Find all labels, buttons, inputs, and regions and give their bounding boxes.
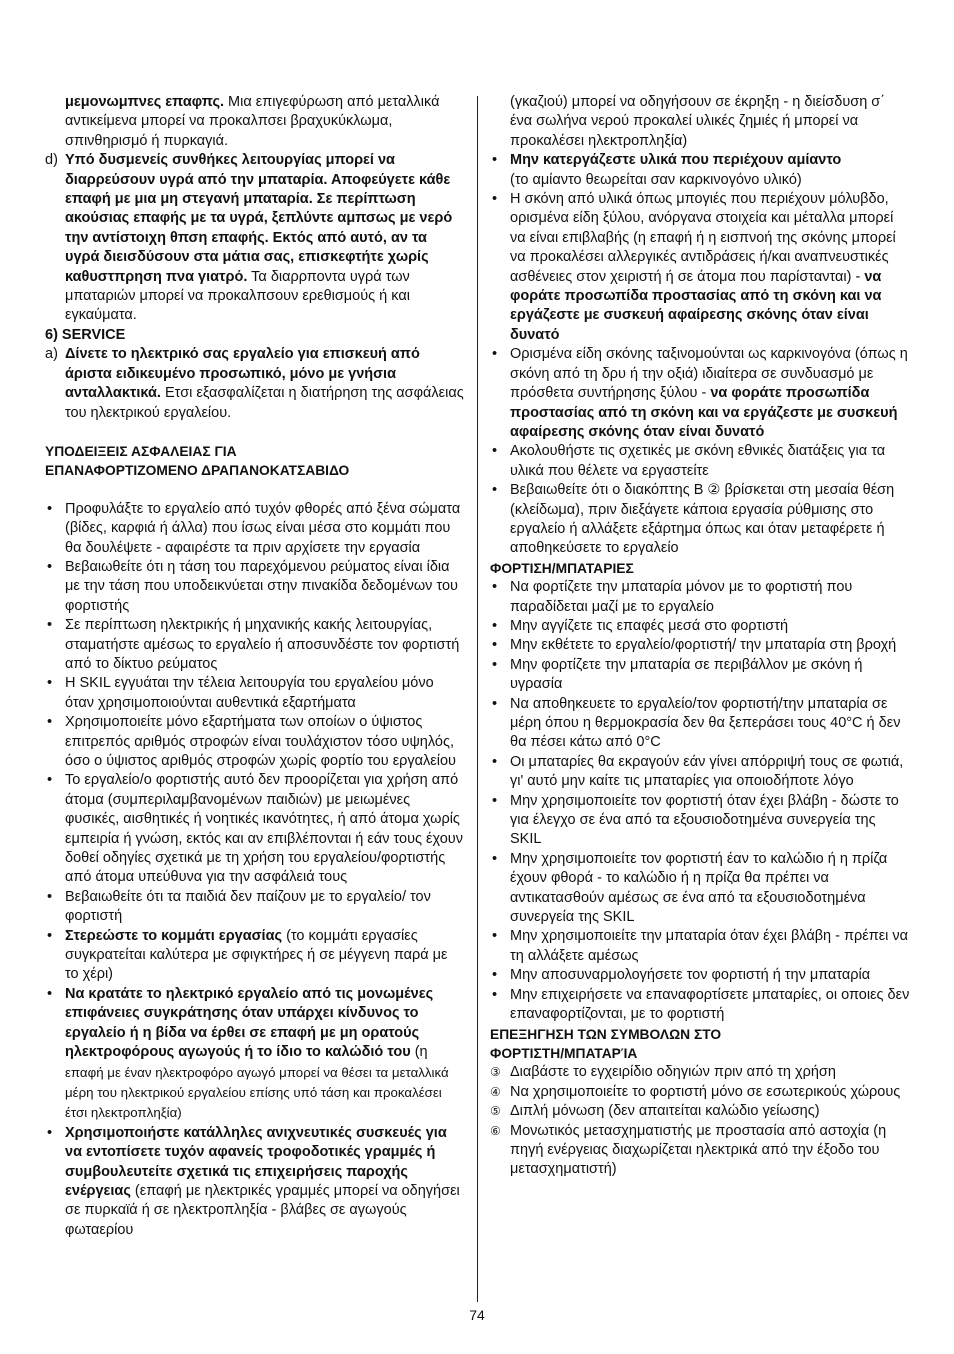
section-heading [45,442,465,481]
heading-line: ΕΠΑΝΑΦΟΡΤΙΖΟΜΕΝΟ ΔΡΑΠΑΝΟΚΑΤΣΑΒΙΔΟ [45,463,350,479]
bold-text: Υπό δυσμενείς συνθήκες λειτουργίας μπορεί να διαρρεύσουν υγρά από την μπαταρία. Αποφεύγετε κάθε επαφή με μια μη στεγανή μπαταρία. Σε περίπτωση ακούσιας επαφής με τα υγρά, ξεπλύντε αμπσως με νερό την αντίστοιχη θπση επαφής. Εκτός από αυτό, αν τα υγρά διεισδύσουν στα μάτια σας, επισκεφτήτε χωρίς καθυστπρηση πνα γιατρό. [65,152,453,285]
list-item [490,345,910,442]
body-text: Να χρησιμοποιείτε το φορτιστή μόνο σε εσωτερικούς χώρους [510,1083,901,1100]
symbol-item [490,1122,910,1180]
list-item: • Μην φορτίζετε την μπαταρία σε περιβάλλον με σκόνη ή υγρασία [490,656,910,695]
list-item: • Προφυλάξτε το εργαλείο από τυχόν φθορές από ξένα σώματα (βίδες, καρφιά ή άλλα) που ίσως είναι μέσα στο κομμάτι που θα δουλέψετε - αφαιρέστε τα πριν αρχίσετε την εργασία [45,500,465,558]
list-item: • Μην επιχειρήσετε να επαναφορτίσετε μπαταρίες, οι οποιες δεν επαναφορτίζονται, με το φορτιστή [490,986,910,1025]
circled-number-4-icon: ④ [490,1084,501,1099]
circled-number-2-icon: ② [707,482,721,499]
body-text: βρίσκεται στη μεσαία θέση (κλείδωμα), πριν διεξάγετε κάποια εργασία ρύθμισης στο εργαλείο ή αλλάξετε εξάρτημα όπως και όταν μεταφέρετε ή αποθηκεύσετε το εργαλείο [510,482,895,557]
item-label: d) [45,152,58,169]
bold-text: Να κρατάτε το ηλεκτρικό εργαλείο από τις μονωμένες επιφάνειες συγκράτησης όταν υπάρχει κίνδυνος το εργαλείο ή η βίδα να έρθει σε επαφή με μη ορατούς ηλεκτροφόρους αγωγούς ή το ίδιο το καλώδιό του [65,985,434,1061]
right-column [490,93,910,1180]
bold-text: Μην κατεργάζεστε υλικά που περιέχουν αμίαντο [510,152,842,169]
small-text: επαφή με έναν ηλεκτροφόρο αγωγό μπορεί να θέσει τα μεταλλικά μέρη του ηλεκτρικού εργαλείου επίσης υπό τάση και προκαλέσει έτσι ηλεκτροπληξία) [65,1064,449,1121]
list-item: • Μην χρησιμοποιείτε τον φορτιστή όταν έχει βλάβη - δώστε το για έλεγχο σε ένα από τα εξουσιοδοτημένα συνεργεία της SKIL [490,792,910,850]
body-text: (το κομμάτι εργασίες συγκρατείται καλύτερα με σφιγκτήρες ή σε μέγγενη παρά με το χέρι) [65,927,448,983]
list-item: • Σε περίπτωση ηλεκτρικής ή μηχανικής κακής λειτουργίας, σταματήστε αμέσως το εργαλείο ή αποσυνδέστε τον φορτιστή από το δίκτυο ρεύματος [45,616,465,674]
body-text: Η σκόνη από υλικά όπως μπογιές που περιέχουν μόλυβδο, ορισμένα είδη ξύλου, ανόργανα στοιχεία και μέταλλα μπορεί να είναι επιβλαβής (η επαφή ή η εισπνοή της σκόνης μπορεί να προκαλέσει αλλεργικές αντιδράσεις ή/και αναπνευστικές ασθένειες στον χειριστή ή σε άτομα που παρίστανται) - [510,191,896,285]
bold-text: Στερεώστε το κομμάτι εργασίας [65,927,283,944]
left-column [45,93,465,1240]
list-item [45,985,465,1124]
body-text: (η [410,1044,428,1061]
list-item: • Μην εκθέτετε το εργαλείο/φορτιστή/ την μπαταρία στη βροχή [490,636,910,655]
list-item: • Μην χρησιμοποιείτε τον φορτιστή έαν το καλώδιο ή η πρίζα έχουν φθορά - το καλώδιο ή η πρίζα θα πρέπει να αντικατασθούν αμέσως σε ένα από τα εξουσιοδοτημένα συνεργεία της SKIL [490,850,910,928]
circled-number-6-icon: ⑥ [490,1123,501,1138]
heading-line: ΕΠΕΞΗΓΗΣΗ ΤΩΝ ΣΥΜΒΟΛΩΝ ΣΤΟ [490,1026,722,1042]
item-label: a) [45,346,58,363]
body-text: Μια επιγεφύρωση από μεταλλικά αντικείμενα μπορεί να προκαλπσει βραχυκύκλωμα, σπινθηρισμό ή πυρκαγιά. [65,94,440,149]
circled-number-5-icon: ⑤ [490,1104,501,1119]
symbols-heading [490,1025,910,1064]
list-item: • Χρησιμοποιείτε μόνο εξαρτήματα των οποίων ο ύψιστος επιτρεπός αριθμός στροφών είναι τουλάχιστον τόσο υψηλός, όσο ο ύψιστος αριθμός στροφών χωρίς φορτίο του εργαλείου [45,713,465,771]
service-heading: 6) SERVICE [45,326,126,343]
paragraph-a [45,345,465,423]
body-text: Ετσι εξασφαλίζεται η διατήρηση της ασφάλειας του ηλεκτρικού εργαλείου. [65,385,464,421]
list-item: • Μην αποσυναρμολογήσετε τον φορτιστή ή την μπαταρία [490,966,910,985]
list-item: • Μην αγγίζετε τις επαφές μεσά στο φορτιστή [490,617,910,636]
column-divider [477,96,478,1302]
list-item: • Μην χρησιμοποιείτε την μπαταρία όταν έχει βλάβη - πρέπει να τη αλλάξετε αμέσως [490,927,910,966]
list-item [45,927,465,985]
body-text: Ορισμένα είδη σκόνης ταξινομούνται ως καρκινογόνα (όπως η σκόνη από τη δρυ ή την οξιά) ιδιαίτερα σε συνδυασμό με πρόσθετα συντήρησης ξύλου - [510,346,908,402]
list-item [490,190,910,345]
body-text: Τα διαρρποντα υγρά των μπαταριών μπορεί να προκαλπσουν ερεθισμούς ή και εγκαύματα. [65,268,410,324]
body-text: Διπλή μόνωση (δεν απαιτείται καλώδιο γείωσης) [510,1103,820,1120]
circled-number-3-icon: ③ [490,1065,501,1080]
list-item: • Οι μπαταρίες θα εκραγούν εάν γίνει απόρριψή τους σε φωτιά, γι' αυτό μην καίτε τις μπαταρίες για οποιοδήποτε λόγο [490,753,910,792]
bold-text: να φοράτε προσωπίδα προστασίας από τη σκόνη και να εργάζεστε με συσκευή αφαίρεσης σκόνης όταν είναι δυνατό [510,385,898,440]
list-item [490,481,910,559]
symbol-item [490,1063,910,1082]
heading-line: ΦΟΡΤΙΣΤΗ/ΜΠΑΤΑΡΊΑ [490,1045,638,1061]
bold-text: Δίνετε το ηλεκτρικό σας εργαλείο για επισκευή από άριστα ειδικευμένο προσωπικό, μόνο με γνήσια ανταλλακτικά. [65,346,420,402]
paragraph-continued: (γκαζιού) μπορεί να οδηγήσουν σε έκρηξη - η διείσδυση σ΄ ένα σωλήνα νερού προκαλεί υλικές ζημιές ή μπορεί να προκαλέσει ηλεκτροπληξία) [510,94,886,149]
paragraph-d [45,151,465,326]
body-text: (το αμίαντο θεωρείται σαν καρκινογόνο υλικό) [510,171,802,188]
list-item [45,1124,465,1240]
body-text: Διαβάστε το εγχειρίδιο οδηγιών πριν από τη χρήση [510,1064,836,1081]
page-number: 74 [469,1307,485,1323]
body-text: Μονωτικός μετασχηματιστής με προστασία από αστοχία (η πηγή ενέργειας διαχωρίζεται ηλεκτρικά από την έξοδο του μετασχηματιστή) [510,1122,887,1178]
bold-text: μεμονωμπνες επαφπς. [65,94,225,110]
list-item: • Να αποθηκευετε το εργαλείο/τον φορτιστή/την μπαταρία σε μέρη όπου η θερμοκρασία δεν θα ξεπεράσει τους 40°C ή δεν θα πέσει κάτω από 0°C [490,695,910,753]
list-item: • Βεβαιωθείτε ότι τα παιδιά δεν παίζουν με το εργαλείο/ τον φορτιστή [45,888,465,927]
charging-heading: ΦΟΡΤΙΣΗ/ΜΠΑΤΑΡΙΕΣ [490,560,634,576]
list-item: • Το εργαλείο/ο φορτιστής αυτό δεν προορίζεται για χρήση από άτομα (συμπεριλαμβανομένων παιδιών) με μειωμένες φυσικές, αισθητικές ή νοητικές ικανότητες, ή από άτομα χωρίς εμπειρία ή γνώση, εκτός και αν επιβλέπονται ή εάν τους έχουν δοθεί οδηγίες σχετικά με τη χρήση του εργαλείου/φορτιστής από άτομα υπεύθυνα για την ασφάλειά τους [45,771,465,887]
body-text: (επαφή με ηλεκτρικές γραμμές μπορεί να οδηγήσει σε πυρκαϊά ή σε ηλεκτροπληξία - βλάβες σε αγωγούς φωταερίου [65,1182,460,1238]
list-item: • Βεβαιωθείτε ότι η τάση του παρεχόμενου ρεύματος είναι ίδια με την τάση που υποδεικνύεται στην πινακίδα δεδομένων του φορτιστής [45,558,465,616]
list-item [490,151,910,190]
paragraph-c-continued [45,93,465,151]
bold-text: να φοράτε προσωπίδα προστασίας από τη σκόνη και να εργάζεστε με συσκευή αφαίρεσης σκόνης όταν είναι δυνατό [510,268,882,343]
symbol-item [490,1102,910,1121]
symbol-item [490,1083,910,1102]
list-item: • Η SKIL εγγυάται την τέλεια λειτουργία του εργαλείου μόνο όταν χρησιμοποιούνται αυθεντικά εξαρτήματα [45,674,465,713]
list-item: • Να φορτίζετε την μπαταρία μόνον με το φορτιστή που παραδίδεται μαζί με το εργαλείο [490,578,910,617]
body-text: Βεβαιωθείτε ότι ο διακόπτης B [510,482,708,499]
list-item: • Ακολουθήστε τις σχετικές με σκόνη εθνικές διατάξεις για τα υλικά που θέλετε να εργαστείτε [490,442,910,481]
bold-text: Χρησιμοποιήστε κατάλληλες ανιχνευτικές συσκευές για να εντοπίσετε τυχόν αφανείς τροφοδοτικές γραμμές ή συμβουλευτείτε σχετικά τις επιχειρήσεις παροχής ενέργειας [65,1124,447,1199]
heading-line: ΥΠΟΔΕΙΞΕΙΣ ΑΣΦΑΛΕΙΑΣ ΓΙΑ [45,443,237,459]
